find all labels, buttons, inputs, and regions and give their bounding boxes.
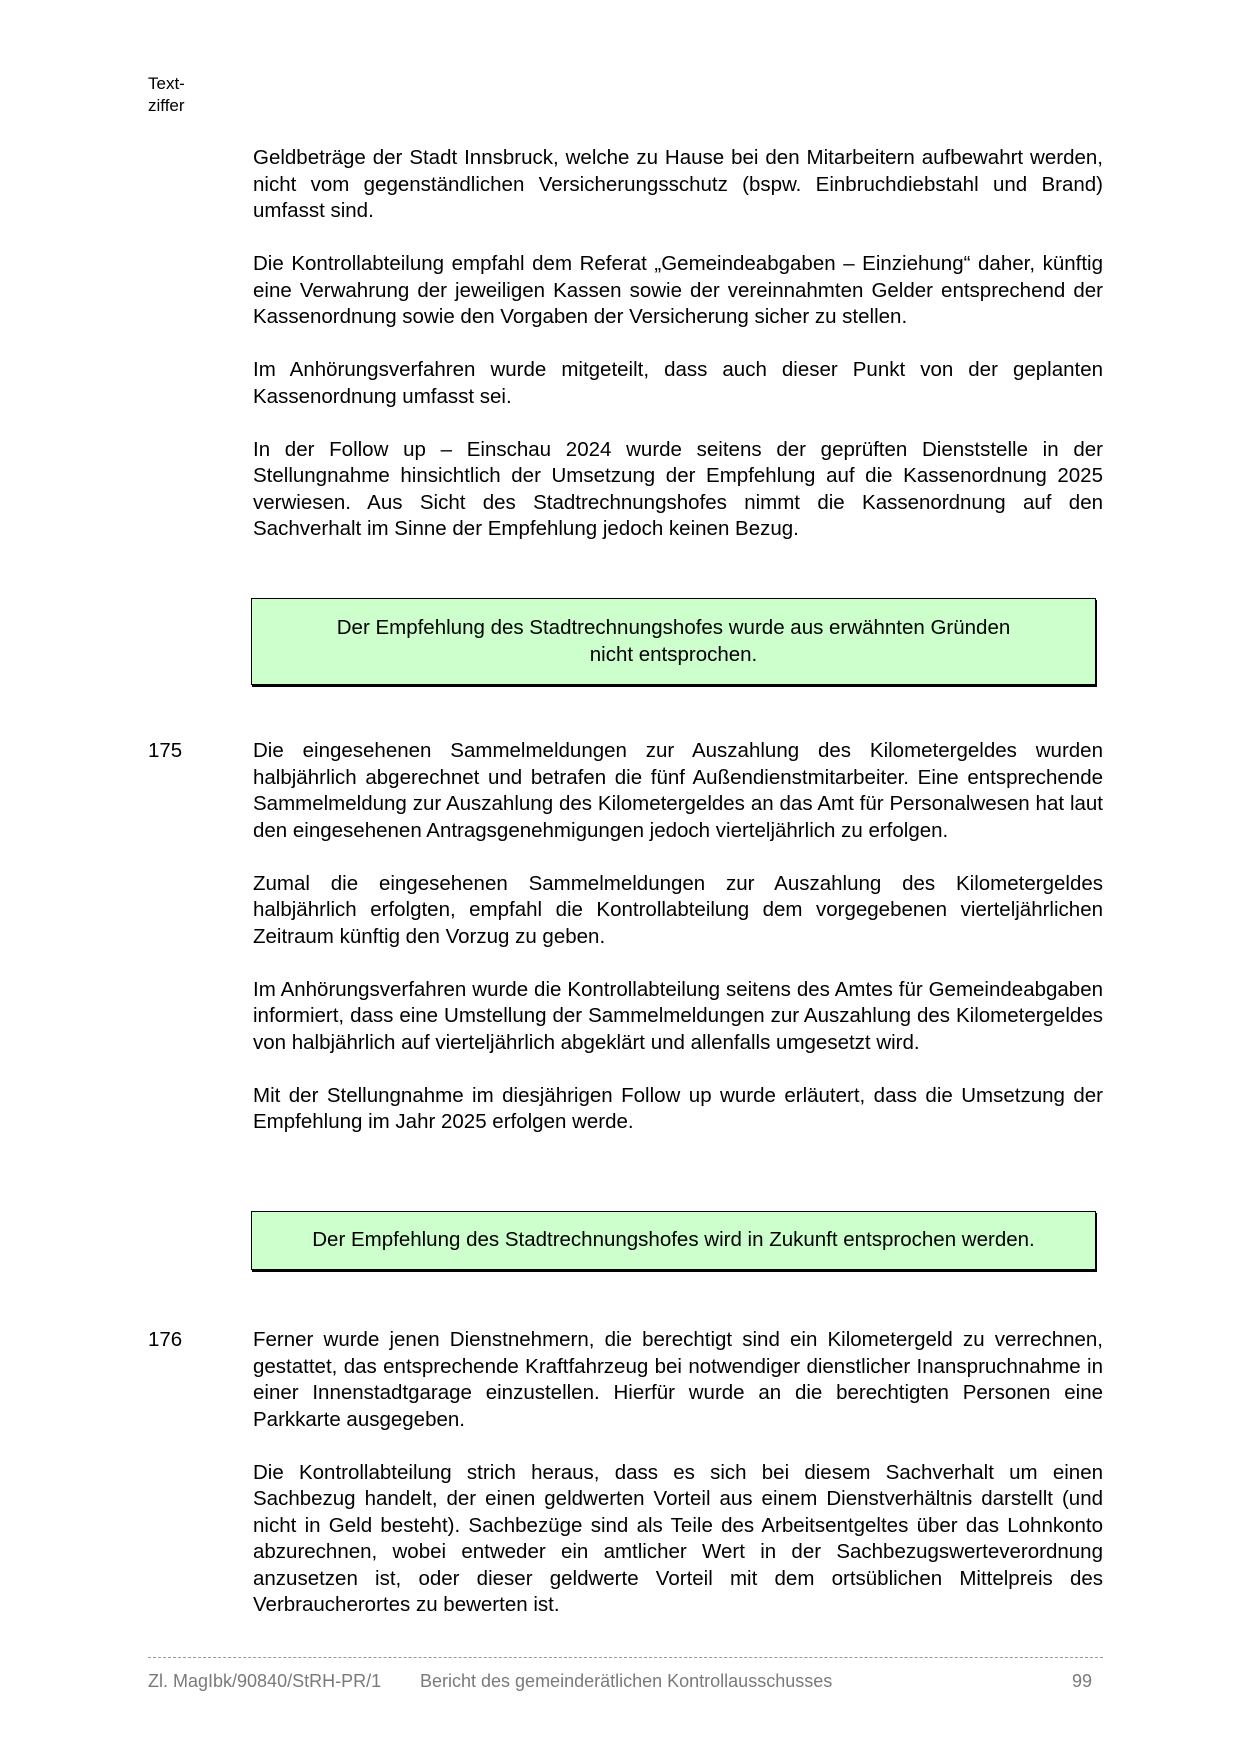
section-number: 175 bbox=[148, 739, 183, 762]
status-box-line1: Der Empfehlung des Stadtrechnungshofes wurde aus erwähnten Gründen bbox=[336, 616, 1011, 639]
footer-divider bbox=[148, 1657, 1103, 1658]
margin-label-line2: ziffer bbox=[148, 96, 185, 115]
paragraph: Im Anhörungsverfahren wurde mitgeteilt, dass auch dieser Punkt von der geplanten Kassenordnung umfasst sei. bbox=[253, 358, 1103, 408]
paragraph: Zumal die eingesehenen Sammelmeldungen zur Auszahlung des Kilometergeldes halbjährlich erfolgten, empfahl die Kontrollabteilung dem vorgegebenen vierteljährlichen Zeitraum künftig den Vorzug zu geben. bbox=[253, 871, 1103, 948]
paragraph: In der Follow up – Einschau 2024 wurde seitens der geprüften Dienststelle in der Stellungnahme hinsichtlich der Umsetzung der Empfehlung auf die Kassenordnung 2025 verwiesen. Aus Sicht des Stadtrechnungshofes nimmt die Kassenordnung auf den Sachverhalt im Sinne der Empfehlung jedoch keinen Bezug. bbox=[253, 437, 1103, 540]
status-box-line2: nicht entsprochen. bbox=[589, 642, 758, 666]
paragraph: Die Kontrollabteilung strich heraus, dass es sich bei diesem Sachverhalt um einen Sachbezug handelt, der einen geldwerten Vorteil aus einem Dienstverhältnis darstellt (und nicht in Geld besteht). Sachbezüge sind als Teile des Arbeitsentgeltes über das Lohnkonto abzurechnen, wobei entweder ein amtlicher Wert in der Sachbezugswerteverordnung anzusetzen ist, oder dieser geldwerte Vorteil mit dem ortsüblichen Mittelpreis des Verbraucherortes zu bewerten ist. bbox=[253, 1460, 1103, 1616]
status-box-text: Der Empfehlung des Stadtrechnungshofes wird in Zukunft entsprochen werden. bbox=[312, 1228, 1035, 1252]
footer-title: Bericht des gemeinderätlichen Kontrollausschusses bbox=[420, 1671, 833, 1691]
status-box-not-fulfilled bbox=[251, 598, 1096, 685]
paragraph: Mit der Stellungnahme im diesjährigen Follow up wurde erläutert, dass die Umsetzung der Empfehlung im Jahr 2025 erfolgen werde. bbox=[253, 1083, 1103, 1133]
section-175 bbox=[253, 738, 1103, 1162]
margin-label-line1: Text- bbox=[148, 74, 185, 93]
paragraph: Im Anhörungsverfahren wurde die Kontrollabteilung seitens des Amtes für Gemeindeabgaben informiert, dass eine Umstellung der Sammelmeldungen zur Auszahlung des Kilometergeldes von halbjährlich auf vierteljährlich abgeklärt und allenfalls umgesetzt wird. bbox=[253, 977, 1103, 1054]
paragraph: Ferner wurde jenen Dienstnehmern, die berechtigt sind ein Kilometergeld zu verrechnen, gestattet, das entsprechende Kraftfahrzeug bei notwendiger dienstlicher Inanspruchnahme in einer Innenstadtgarage einzustellen. Hierfür wurde an die berechtigten Personen eine Parkkarte ausgegeben. bbox=[253, 1328, 1103, 1431]
paragraph: Geldbeträge der Stadt Innsbruck, welche zu Hause bei den Mitarbeitern aufbewahrt werden, nicht vom gegenständlichen Versicherungsschutz (bspw. Einbruchdiebstahl und Brand) umfasst sind. bbox=[253, 146, 1103, 222]
paragraph: Die eingesehenen Sammelmeldungen zur Auszahlung des Kilometergeldes wurden halbjährlich abgerechnet und betrafen die fünf Außendienstmitarbeiter. Eine entsprechende Sammelmeldung zur Auszahlung des Kilometergeldes an das Amt für Personalwesen hat laut den eingesehenen Antragsgenehmigungen jedoch vierteljährlich zu erfolgen. bbox=[253, 739, 1103, 842]
section-174-continuation bbox=[253, 145, 1103, 569]
page-number: 99 bbox=[1072, 1671, 1093, 1691]
status-box-future-fulfilled bbox=[251, 1211, 1096, 1270]
margin-label-textziffer bbox=[148, 73, 185, 117]
footer-reference: Zl. MagIbk/90840/StRH-PR/1 bbox=[148, 1671, 382, 1691]
section-number: 176 bbox=[148, 1328, 183, 1351]
paragraph: Die Kontrollabteilung empfahl dem Referat „Gemeindeabgaben – Einziehung“ daher, künftig eine Verwahrung der jeweiligen Kassen sowie der vereinnahmten Gelder entsprechend der Kassenordnung sowie den Vorgaben der Versicherung sicher zu stellen. bbox=[253, 252, 1103, 328]
section-176 bbox=[253, 1327, 1103, 1645]
